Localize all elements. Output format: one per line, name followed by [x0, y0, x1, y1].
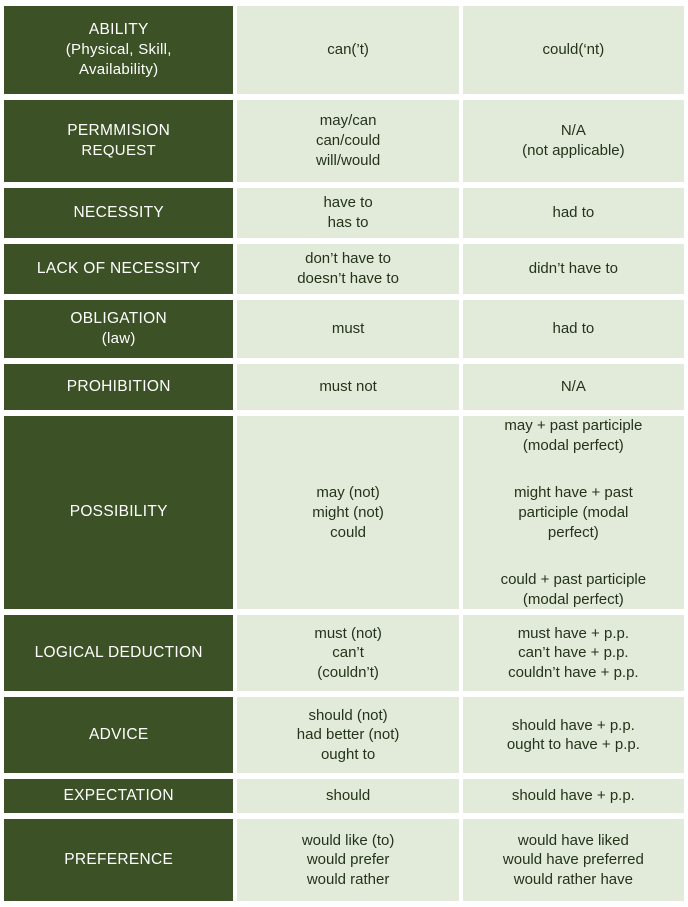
present-form-line: has to — [327, 214, 369, 231]
category-label: POSSIBILITY — [69, 503, 168, 521]
category-label: PERMMISION — [67, 121, 171, 139]
past-form-line: didn’t have to — [528, 260, 618, 278]
present-form-line: could — [330, 523, 367, 541]
present-form-line: may/can — [319, 112, 377, 130]
past-form-line: must have + p.p. — [517, 624, 630, 642]
past-form-line: (modal perfect) — [522, 590, 624, 608]
table-row — [4, 819, 684, 901]
present-form-line: will/would — [315, 151, 381, 169]
present-form-line: can/could — [315, 132, 381, 150]
category-cell — [4, 188, 233, 238]
past-form-line: can’t have + p.p. — [518, 644, 629, 662]
category-label: NECESSITY — [73, 203, 164, 221]
past-forms-cell — [463, 615, 684, 691]
present-form-line: ought to — [320, 746, 376, 764]
table-row — [4, 244, 684, 294]
category-cell — [4, 100, 233, 182]
table-row — [4, 779, 684, 813]
past-forms-cell — [463, 819, 684, 901]
present-form-line: don’t have to — [305, 250, 392, 268]
past-forms-cell — [463, 416, 684, 609]
past-form-line: couldn’t have + p.p. — [508, 664, 639, 682]
category-cell — [4, 364, 233, 410]
present-forms-cell — [237, 188, 458, 238]
past-form-line — [463, 550, 684, 570]
past-form-line: would rather have — [513, 871, 633, 889]
past-forms-cell — [463, 100, 684, 182]
category-label: OBLIGATION — [70, 309, 168, 327]
past-form-line: N/A — [560, 122, 586, 140]
present-forms-cell — [237, 819, 458, 901]
past-forms-cell — [463, 244, 684, 294]
present-form-line: had better (not) — [296, 726, 400, 744]
past-form-line: should have + p.p. — [511, 716, 635, 734]
category-label: ADVICE — [88, 726, 149, 744]
present-form-line: (couldn’t) — [317, 664, 379, 682]
past-form-line: would have liked — [517, 831, 629, 849]
table-row — [4, 416, 684, 609]
present-forms-cell — [237, 300, 458, 358]
present-form-line: must — [331, 320, 365, 338]
category-cell — [4, 244, 233, 294]
past-form-line: would have preferred — [502, 851, 644, 869]
past-form-line: (modal perfect) — [522, 436, 624, 454]
table-row — [4, 364, 684, 410]
present-form-line: might (not) — [312, 503, 384, 521]
present-forms-cell — [237, 100, 458, 182]
category-cell — [4, 300, 233, 358]
past-form-line: could(‘nt) — [542, 41, 605, 59]
past-form-line: perfect) — [547, 523, 599, 541]
category-label: PROHIBITION — [66, 377, 171, 395]
present-forms-cell — [237, 6, 458, 94]
past-forms-cell — [463, 6, 684, 94]
past-form-line: ought to have + p.p. — [506, 736, 640, 754]
present-form-line: can(’t) — [327, 41, 369, 59]
present-form-line: would rather — [306, 871, 390, 889]
present-form-line: should (not) — [308, 706, 388, 724]
past-form-line: (not applicable) — [522, 142, 625, 159]
present-form-line: can’t — [332, 644, 364, 662]
present-form-line: may (not) — [316, 483, 380, 501]
present-forms-cell — [237, 416, 458, 609]
present-forms-cell — [237, 244, 458, 294]
category-label: LACK OF NECESSITY — [36, 259, 201, 277]
category-sublabel: REQUEST — [81, 142, 157, 160]
present-forms-cell — [237, 364, 458, 410]
present-form-line: would prefer — [306, 851, 390, 869]
past-form-line: should have + p.p. — [511, 787, 635, 805]
category-label: EXPECTATION — [63, 787, 174, 805]
present-form-line: would like (to) — [301, 831, 395, 849]
category-cell — [4, 779, 233, 813]
present-forms-cell — [237, 779, 458, 813]
past-form-line: had to — [552, 320, 595, 338]
present-form-line: doesn’t have to — [297, 270, 399, 287]
table-body — [4, 6, 684, 901]
category-sublabel: (law) — [101, 330, 136, 348]
present-forms-cell — [237, 697, 458, 773]
past-forms-cell — [463, 697, 684, 773]
present-form-line: should — [325, 787, 371, 805]
past-forms-cell — [463, 188, 684, 238]
present-form-line: must not — [319, 378, 377, 396]
category-sublabel: Availability) — [78, 61, 159, 79]
table-row — [4, 100, 684, 182]
past-form-line: may + past participle — [504, 417, 643, 434]
category-cell — [4, 819, 233, 901]
category-label: PREFERENCE — [64, 851, 174, 869]
category-cell — [4, 615, 233, 691]
present-forms-cell — [237, 615, 458, 691]
past-forms-cell — [463, 364, 684, 410]
past-form-line: could + past participle — [500, 570, 647, 588]
table-row — [4, 6, 684, 94]
table-row — [4, 615, 684, 691]
past-form-line: participle (modal — [518, 503, 629, 521]
category-sublabel: (Physical, Skill, — [65, 41, 172, 59]
past-form-line: had to — [552, 204, 595, 222]
category-cell — [4, 697, 233, 773]
category-label: LOGICAL DEDUCTION — [34, 644, 203, 662]
table-row — [4, 697, 684, 773]
past-form-line: might have + past — [513, 483, 633, 501]
past-form-line: N/A — [560, 378, 586, 396]
category-cell — [4, 6, 233, 94]
present-form-line: must (not) — [314, 624, 382, 642]
category-label: ABILITY — [88, 20, 149, 38]
table-row — [4, 188, 684, 238]
past-form-line — [463, 463, 684, 483]
past-forms-cell — [463, 300, 684, 358]
present-form-line: have to — [323, 194, 373, 212]
category-cell — [4, 416, 233, 609]
table-row — [4, 300, 684, 358]
past-forms-cell — [463, 779, 684, 813]
